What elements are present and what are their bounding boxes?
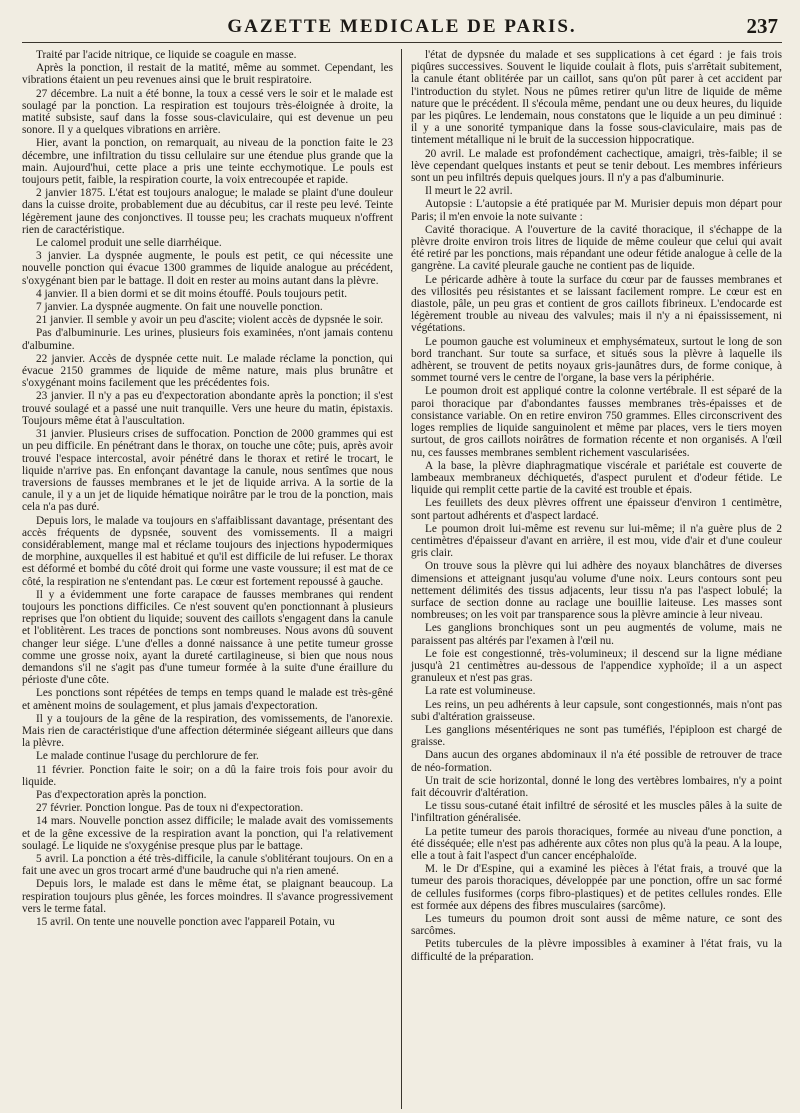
paragraph: Les tumeurs du poumon droit sont aussi de même nature, ce sont des sarcômes. xyxy=(411,913,782,938)
paragraph: Les feuillets des deux plèvres offrent une épaisseur d'environ 1 centimètre, sont partout adhérents et d'aspect lardacé. xyxy=(411,497,782,522)
paragraph: 7 janvier. La dyspnée augmente. On fait une nouvelle ponction. xyxy=(36,301,323,314)
paragraph: Le calomel produit une selle diarrhéique. xyxy=(36,237,222,250)
page-number: 237 xyxy=(746,14,778,38)
paragraph: Hier, avant la ponction, on remarquait, au niveau de la ponction faite le 23 décembre, une infiltration du tissu cellulaire sur une étendue plus grande que la main. Aujourd'hui, cette place a pris une teinte ecchymotique. Le pouls est toujours petit, faible, la respiration courte, la voix entrecoupée et rapide. xyxy=(22,137,393,187)
paragraph: 21 janvier. Il semble y avoir un peu d'ascite; violent accès de dypsnée le soir. xyxy=(36,314,384,327)
paragraph: Autopsie : L'autopsie a été pratiquée par M. Murisier depuis mon départ pour Paris; il m'en envoie la note suivante : xyxy=(411,198,782,223)
left-column xyxy=(22,49,402,1109)
paragraph: A la base, la plèvre diaphragmatique viscérale et pariétale est couverte de lambeaux membraneux déchiquetés, d'aspect purulent et d'odeur fétide. Le liquide qui remplit cette partie de la cavité est trouble et épais. xyxy=(411,459,782,497)
paragraph: Un trait de scie horizontal, donné le long des vertèbres lombaires, n'y a point fait découvrir d'altération. xyxy=(411,774,782,799)
paragraph: 2 janvier 1875. L'état est toujours analogue; le malade se plaint d'une douleur dans la cuisse droite, probablement due au décubitus, car il reste peu levé. Teinte légèrement jaune des conjonctives. Il tousse peu; les crachats muqueux n'offrent rien de caractéristique. xyxy=(22,187,393,236)
paragraph: Il y a évidemment une forte carapace de fausses membranes qui rendent toujours les ponctions difficiles. Ce n'est souvent qu'en ponctionnant à plusieurs reprises que l'on obtient du liquide; souvent des caillots s'engagent dans la canule et l'oblitèrent. Les traces de ponctions sont nombreuses. Nous avons dû souvent changer leur siége. L'une d'elles a donné naissance à une petite tumeur grosse comme une grosse noix, ayant la dureté cartilagineuse, si bien que nous nous demandons s'il ne s'agit pas d'une tumeur formée à la suite d'une éraillure du périoste d'une côte. xyxy=(22,588,393,687)
paragraph: Pas d'albuminurie. Les urines, plusieurs fois examinées, n'ont jamais contenu d'albumine. xyxy=(22,327,393,352)
paragraph: Pas d'expectoration après la ponction. xyxy=(36,788,207,801)
paragraph: La petite tumeur des parois thoraciques, formée au niveau d'une ponction, a été disséquée; elle n'est pas adhérente aux côtes non plus qu'à la peau. A la loupe, elle a tout à fait l'aspect d'un cancer encéphaloïde. xyxy=(411,825,782,862)
paragraph: Cavité thoracique. A l'ouverture de la cavité thoracique, il s'échappe de la plèvre droite environ trois litres de liquide de même couleur que celui qui avait été retiré par les ponctions, mais répandant une odeur fétide analogue à celle de la gangrène. La cavité pleurale gauche ne contient pas de liquide. xyxy=(411,223,782,273)
paragraph: 23 janvier. Il n'y a pas eu d'expectoration abondante après la ponction; il s'est trouvé soulagé et a passé une nuit tranquille. Vers une heure du matin, épistaxis. Toujours même état à l'auscultation. xyxy=(22,390,393,427)
paragraph: 15 avril. On tente une nouvelle ponction avec l'appareil Potain, vu xyxy=(36,916,335,929)
paragraph: La rate est volumineuse. xyxy=(425,685,536,698)
paragraph: 5 avril. La ponction a été très-difficile, la canule s'oblitérant toujours. On en a fait une avec un gros trocart armé d'une baudruche qui n'a rien amené. xyxy=(22,853,393,878)
paragraph: 27 février. Ponction longue. Pas de toux ni d'expectoration. xyxy=(36,802,304,815)
paragraph: 20 avril. Le malade est profondément cachectique, amaigri, très-faible; il se lève cependant quelques instants et peut se tenir debout. Les membres inférieurs sont un peu infiltrés depuis quelques jours. Il n'y a pas d'albuminurie. xyxy=(411,147,782,185)
paragraph: Il meurt le 22 avril. xyxy=(425,185,513,198)
paragraph: On trouve sous la plèvre qui lui adhère des noyaux blanchâtres de diverses dimensions et atteignant jusqu'au volume d'une noix. Leurs contours sont peu nettement délimités des tissus adjacents, leur tissu n'a pas l'aspect lobulé; la surface de section donne au raclage une bouillie laiteuse. Les masses sont nombreuses; on les voit par transparence sous la plèvre amincie à leur niveau. xyxy=(411,560,782,622)
paragraph: l'état de dypsnée du malade et ses supplications à cet égard : je fais trois piqûres successives. Souvent le liquide coulait à flots, puis s'arrêtait subitement, la canule étant oblitérée par un caillot, sans qu'on pût parer à cet accident par l'introduction du stylet. Nous ne pûmes retirer qu'un litre de liquide de même nature que le précédent. Il s'écoula même, pendant une ou deux heures, du liquide par les piqûres. Le lendemain, nous constatons que le liquide a un peu diminué : il y a une sonorité tympanique dans la fosse sous-claviculaire, mais pas de tintement métallique ni le bruit de la succession hippocratique. xyxy=(411,49,782,147)
paragraph: Petits tubercules de la plèvre impossibles à examiner à l'état frais, vu la difficulté de la préparation. xyxy=(411,938,782,963)
paragraph: Les ponctions sont répétées de temps en temps quand le malade est très-gêné et amènent moins de soulagement, et plus jamais d'expectoration. xyxy=(22,687,393,712)
paragraph: Traité par l'acide nitrique, ce liquide se coagule en masse. xyxy=(36,49,297,61)
paragraph: Dans aucun des organes abdominaux il n'a été possible de retrouver de trace de néo-formation. xyxy=(411,749,782,774)
paragraph: Le poumon droit lui-même est revenu sur lui-même; il n'a guère plus de 2 centimètres d'épaisseur d'avant en arrière, il est mou, vide d'air et d'une couleur gris clair. xyxy=(411,522,782,560)
paragraph: Il y a toujours de la gêne de la respiration, des vomissements, de l'anorexie. Mais rien de caractéristique d'une affection déterminée siégeant ailleurs que dans la plèvre. xyxy=(22,712,393,750)
paragraph: Le malade continue l'usage du perchlorure de fer. xyxy=(36,750,259,763)
paragraph: 22 janvier. Accès de dyspnée cette nuit. Le malade réclame la ponction, qui évacue 2150 grammes de liquide de même nature, mais plus brunâtre et s'oxygénant moins facilement que les précédentes fois. xyxy=(22,352,393,390)
paragraph: 11 février. Ponction faite le soir; on a dû la faire trois fois pour avoir du liquide. xyxy=(22,763,393,788)
paragraph: Depuis lors, le malade est dans le même état, se plaignant beaucoup. La respiration toujours plus gênée, les forces moindres. Il s'avance progressivement vers le terme fatal. xyxy=(22,878,393,915)
paragraph: Le poumon droit est appliqué contre la colonne vertébrale. Il est séparé de la paroi thoracique par d'abondantes fausses membranes très-épaisses et de consistance variable. On en retire environ 750 grammes. Elles circonscrivent des loges remplies de liquide sanguinolent et même par places, vers le tiers moyen surtout, de gros caillots noirâtres de formation récente et non organisés. A l'œil nu, ces fausses membranes semblent richement vascularisées. xyxy=(411,385,782,459)
paragraph: 3 janvier. La dyspnée augmente, le pouls est petit, ce qui nécessite une nouvelle ponction qui évacue 1300 grammes de liquide analogue au précédent, s'oxygénant bien par le battage. Il doit en rester au moins autant dans la plèvre. xyxy=(22,250,393,287)
paragraph: Le foie est congestionné, très-volumineux; il descend sur la ligne médiane jusqu'à 21 centimètres au-dessous de l'appendice xyphoïde; il a un aspect granuleux et n'est pas gras. xyxy=(411,647,782,685)
paragraph: Le tissu sous-cutané était infiltré de sérosité et les muscles pâles à la suite de l'infiltration généralisée. xyxy=(411,800,782,825)
paragraph: M. le Dr d'Espine, qui a examiné les pièces à l'état frais, a trouvé que la tumeur des parois thoraciques, développée par une ponction, offre un sac formé de cellules fusiformes (corps fibro-plastiques) et de petites cellules rondes. Elle est formée aux dépens des fibres musculaires (sarcôme). xyxy=(411,863,782,912)
text-columns xyxy=(22,49,782,1109)
paragraph: Le péricarde adhère à toute la surface du cœur par de fausses membranes et des villosités peu résistantes et se laissant facilement rompre. Le cœur est en diastole, pâle, un peu gras et contient de gros caillots fibrineux. L'endocarde est légèrement trouble au niveau des valvules; mais il n'y a ni épaississement, ni végétations. xyxy=(411,273,782,335)
paragraph: 14 mars. Nouvelle ponction assez difficile; le malade avait des vomissements et de la gêne excessive de la respiration avant la ponction, qui l'a relativement soulagé. Le liquide ne s'oxygénise presque plus par le battage. xyxy=(22,815,393,852)
paragraph: 27 décembre. La nuit a été bonne, la toux a cessé vers le soir et le malade est soulagé par la ponction. La respiration est toujours très-éloignée à droite, la matité subsiste, sauf dans la fosse sous-claviculaire, qui est devenue un peu sonore. Il y a quelques vibrations en arrière. xyxy=(22,87,393,137)
paragraph: Le poumon gauche est volumineux et emphysémateux, surtout le long de son bord tranchant. Sur toute sa surface, et situés sous la plèvre à laquelle ils adhèrent, se trouvent de petits noyaux gris-jaunâtres durs, de forme conique, à sommet tourné vers le centre de l'organe, la base vers la périphérie. xyxy=(411,335,782,385)
paragraph: 4 janvier. Il a bien dormi et se dit moins étouffé. Pouls toujours petit. xyxy=(36,287,348,300)
paragraph: 31 janvier. Plusieurs crises de suffocation. Ponction de 2000 grammes qui est un peu difficile. En pénétrant dans le thorax, on touche une côte; puis, après avoir trouvé l'espace intercostal, avoir pénétré dans le thorax et retiré le trocart, le liquide n'arrive pas. En enfonçant davantage la canule, nous sentîmes que nous traversions de fausses membranes et le jet de liquide arriva. A la sortie de la canule, il y a un jet de liquide hématique noirâtre par le trou de la ponction, mais cela n'a pas duré. xyxy=(22,428,393,514)
page-header xyxy=(22,12,782,43)
right-column xyxy=(402,49,782,1109)
paragraph: Depuis lors, le malade va toujours en s'affaiblissant davantage, présentant des accès fréquents de dypsnée, souvent des vomissements. Il a maigri considérablement, mange mal et réclame toujours des injections hypodermiques de morphine, auxquelles il est habitué et qu'il est difficile de lui refuser. Le thorax est déformé et bombé du côté droit qui forme une vaste voussure; il est mat de ce côté, la respiration ne s'entendant pas. Le cœur est fortement repoussé à gauche. xyxy=(22,514,393,588)
paragraph: Les ganglions bronchiques sont un peu augmentés de volume, mais ne paraissent pas altérés par l'examen à l'œil nu. xyxy=(411,622,782,647)
paragraph: Les reins, un peu adhérents à leur capsule, sont congestionnés, mais n'ont pas subi d'altération graisseuse. xyxy=(411,698,782,723)
paragraph: Les ganglions mésentériques ne sont pas tuméfiés, l'épiploon est chargé de graisse. xyxy=(411,723,782,749)
paragraph: Après la ponction, il restait de la matité, même au sommet. Cependant, les vibrations étaient un peu revenues ainsi que le bruit respiratoire. xyxy=(22,62,393,87)
journal-title: GAZETTE MEDICALE DE PARIS. xyxy=(227,16,577,37)
